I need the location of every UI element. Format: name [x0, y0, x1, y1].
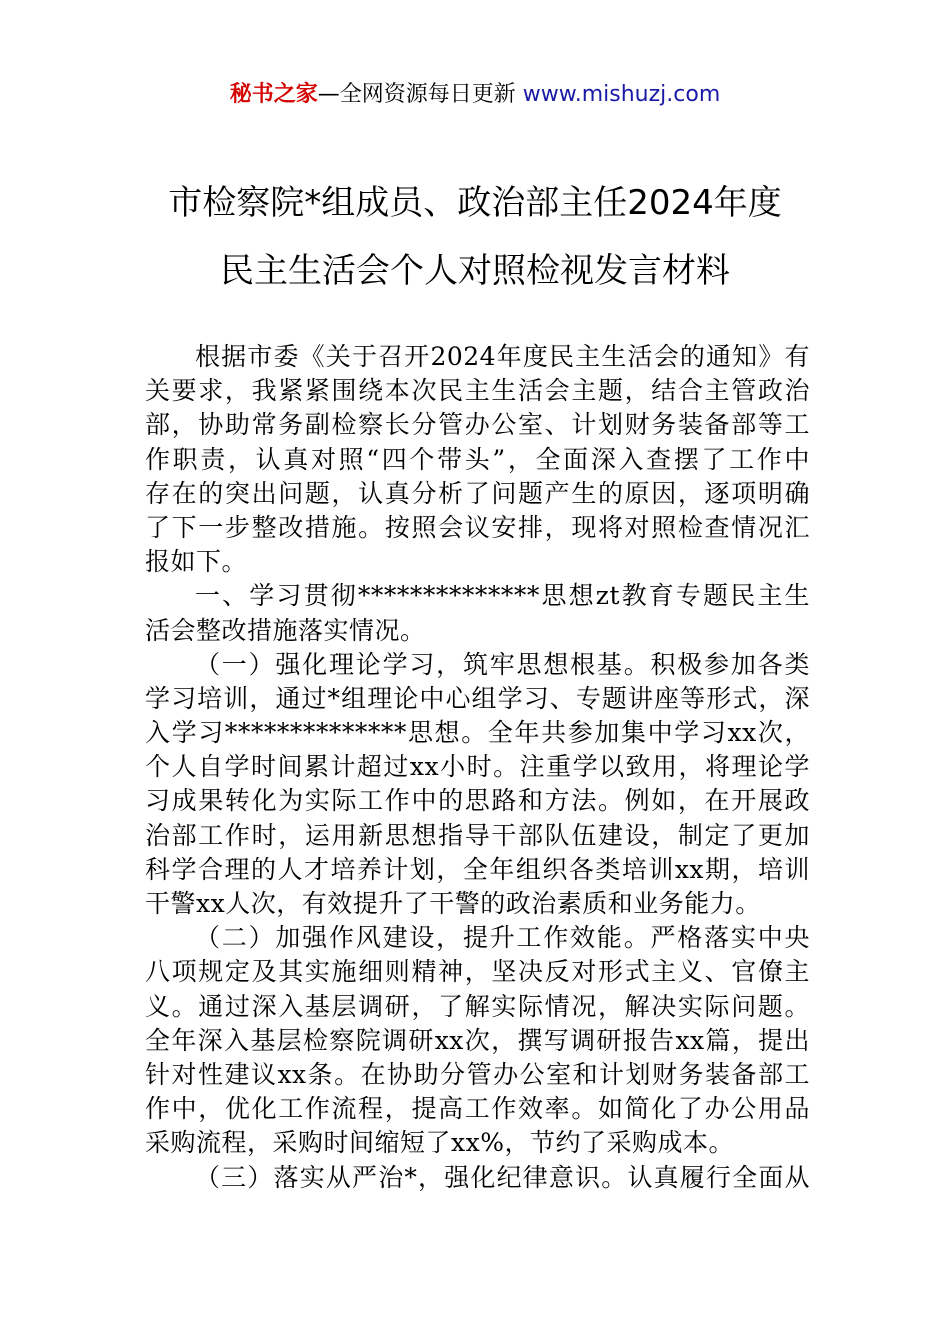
document-title-line-1: 市检察院*组成员、政治部主任2024年度	[168, 183, 782, 223]
body-line: 作中，优化工作流程，提高工作效率。如简化了办公用品	[145, 1094, 810, 1124]
body-line: 存在的突出问题，认真分析了问题产生的原因，逐项明确	[145, 478, 810, 508]
document-title-line-2: 民主生活会个人对照检视发言材料	[220, 251, 730, 291]
body-line: 部，协助常务副检察长分管办公室、计划财务装备部等工	[145, 410, 810, 440]
section-heading-line: 一、学习贯彻**************思想zt教育专题民主生	[195, 581, 810, 611]
body-line: 全年深入基层检察院调研xx次，撰写调研报告xx篇，提出	[145, 1025, 810, 1055]
body-line: （一）强化理论学习，筑牢思想根基。积极参加各类	[195, 649, 810, 679]
body-line: 入学习**************思想。全年共参加集中学习xx次，	[145, 718, 810, 748]
body-line: 采购流程，采购时间缩短了xx%，节约了采购成本。	[145, 1128, 734, 1158]
body-line: 个人自学时间累计超过xx小时。注重学以致用，将理论学	[145, 752, 810, 782]
site-brand: 秘书之家	[229, 82, 318, 107]
site-header	[0, 78, 950, 112]
body-line: 习成果转化为实际工作中的思路和方法。例如，在开展政	[145, 786, 810, 816]
body-line: 作职责，认真对照“四个带头”，全面深入查摆了工作中	[145, 444, 810, 474]
body-line: 治部工作时，运用新思想指导干部队伍建设，制定了更加	[145, 820, 810, 850]
body-line: 针对性建议xx条。在协助分管办公室和计划财务装备部工	[145, 1059, 810, 1089]
section-heading-line: 活会整改措施落实情况。	[145, 615, 426, 645]
body-line: 根据市委《关于召开2024年度民主生活会的通知》有	[195, 342, 810, 371]
body-line: 八项规定及其实施细则精神，坚决反对形式主义、官僚主	[145, 957, 810, 987]
body-line: 干警xx人次，有效提升了干警的政治素质和业务能力。	[145, 889, 761, 918]
body-line: 义。通过深入基层调研，了解实际情况，解决实际问题。	[145, 991, 810, 1021]
body-line: 了下一步整改措施。按照会议安排，现将对照检查情况汇	[145, 512, 810, 542]
site-tagline: —全网资源每日更新	[317, 82, 523, 107]
body-line: （三）落实从严治*，强化纪律意识。认真履行全面从	[195, 1162, 810, 1192]
site-url-link[interactable]: www.mishuzj.com	[522, 82, 721, 107]
body-line: 关要求，我紧紧围绕本次民主生活会主题，结合主管政治	[145, 376, 810, 406]
body-line: 学习培训，通过*组理论中心组学习、专题讲座等形式，深	[145, 683, 810, 713]
document-body	[145, 340, 810, 1195]
body-line: 科学合理的人才培养计划，全年组织各类培训xx期，培训	[145, 854, 810, 884]
body-line: （二）加强作风建设，提升工作效能。严格落实中央	[195, 923, 810, 953]
body-line: 报如下。	[145, 547, 248, 577]
